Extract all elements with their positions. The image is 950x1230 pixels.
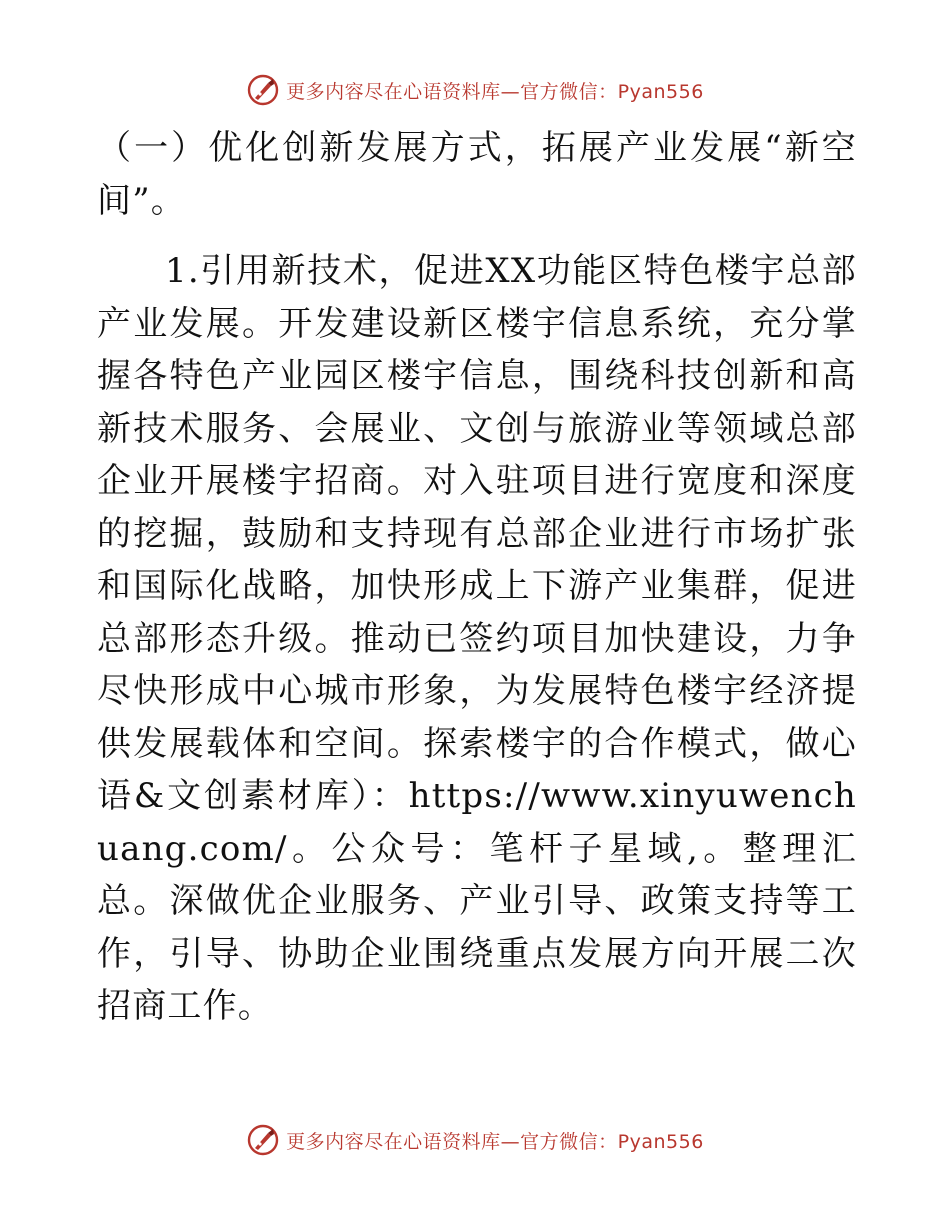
body-paragraph: 1.引用新技术，促进XX功能区特色楼宇总部产业发展。开发建设新区楼宇信息系统，充分掌握各特色产业园区楼宇信息，围绕科技创新和高新技术服务、会展业、文创与旅游业等领域总部企业开展楼宇招商。对入驻项目进行宽度和深度的挖掘，鼓励和支持现有总部企业进行市场扩张和国际化战略，加快形成上下游产业集群，促进总部形态升级。推动已签约项目加快建设，力争尽快形成中心城市形象，为发展特色楼宇经济提供发展载体和空间。探索楼宇的合作模式，做心语&文创素材库）：https://www.xinyuwenchuang.com/。公众号：笔杆子星域,。整理汇总。深做优企业服务、产业引导、政策支持等工作，引导、协助企业围绕重点发展方向开展二次招商工作。 [97,251,857,1026]
header-watermark-banner [0,70,950,110]
watermark-text: 更多内容尽在心语资料库—官方微信：Pyan556 [286,1130,704,1153]
watermark-text: 更多内容尽在心语资料库—官方微信：Pyan556 [286,80,704,103]
section-heading: （一）优化创新发展方式，拓展产业发展“新空间”。 [97,128,857,221]
pen-nib-logo-icon [246,73,280,107]
footer-watermark-banner [0,1120,950,1160]
pen-nib-logo-icon [246,1123,280,1157]
document-body [97,122,857,1033]
